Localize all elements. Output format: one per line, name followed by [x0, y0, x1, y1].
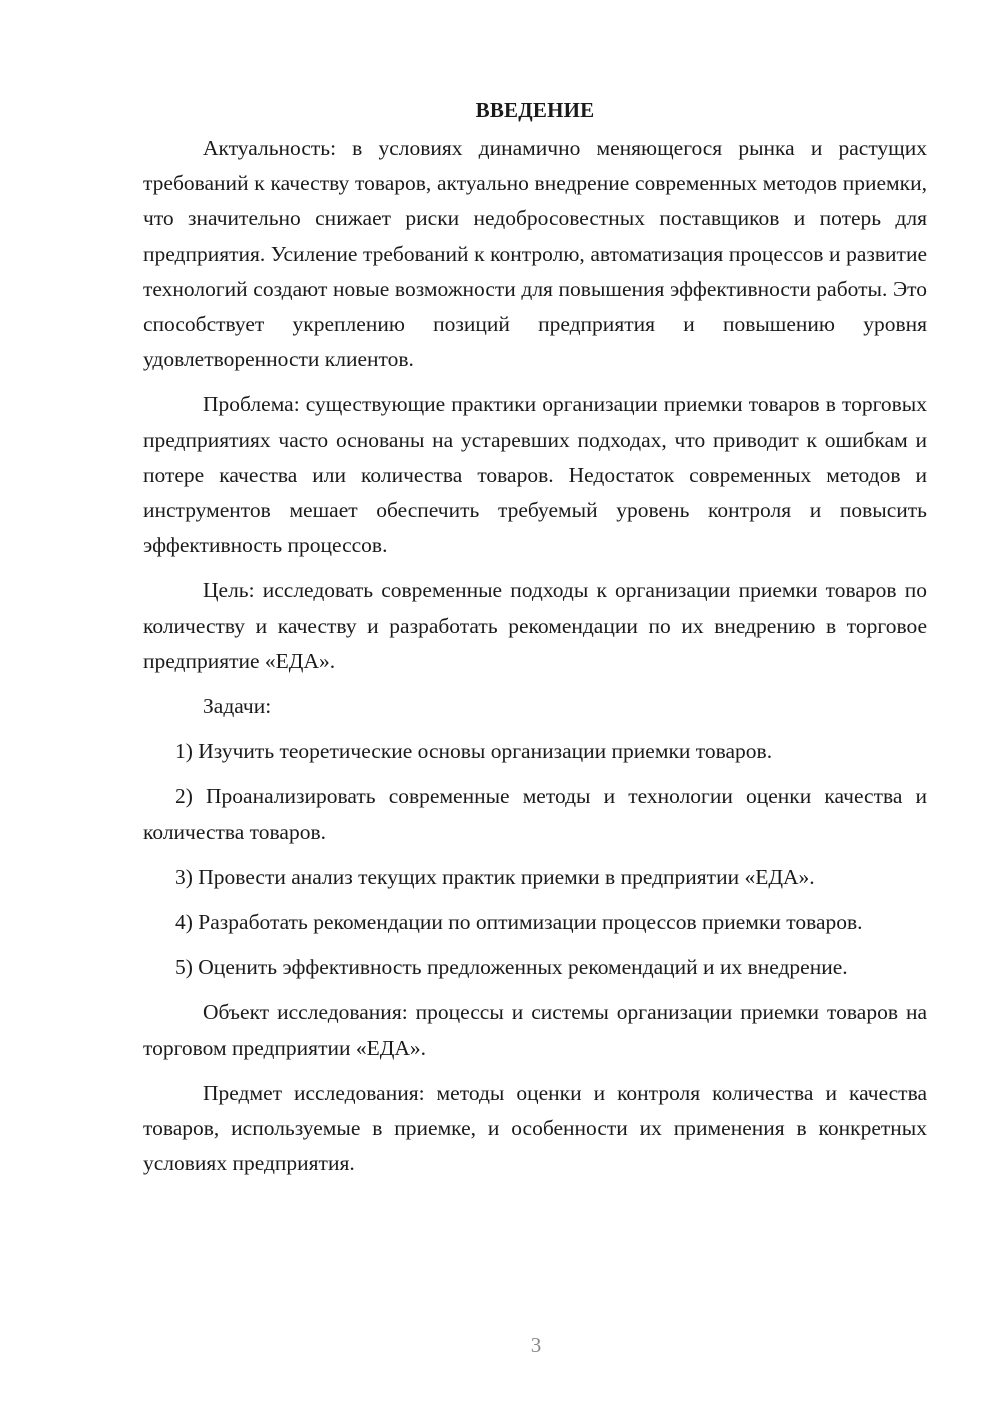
tasks-list: [143, 734, 927, 985]
relevance-paragraph: Актуальность: в условиях динамично меняющегося рынка и растущих требований к качеству товаров, актуально внедрение современных методов приемки, что значительно снижает риски недобросовестных поставщиков и потерь для предприятия. Усиление требований к контролю, автоматизация процессов и развитие технологий создают новые возможности для повышения эффективности работы. Это способствует укреплению позиций предприятия и повышению уровня удовлетворенности клиентов.: [143, 136, 927, 372]
subject-paragraph: Предмет исследования: методы оценки и контроля количества и качества товаров, используемые в приемке, и особенности их применения в конкретных условиях предприятия.: [143, 1080, 927, 1176]
page-number: 3: [530, 1333, 542, 1357]
object-paragraph: Объект исследования: процессы и системы организации приемки товаров на торговом предприятии «ЕДА».: [143, 1000, 927, 1060]
tasks-heading: Задачи:: [203, 694, 272, 719]
problem-paragraph: Проблема: существующие практики организации приемки товаров в торговых предприятиях часто основаны на устаревших подходах, что приводит к ошибкам и потере качества или количества товаров. Недостаток современных методов и инструментов мешает обеспечить требуемый уровень контроля и повысить эффективность процессов.: [143, 392, 927, 558]
task-item-3: 3) Провести анализ текущих практик приемки в предприятии «ЕДА».: [175, 864, 815, 889]
page-title: ВВЕДЕНИЕ: [475, 98, 595, 122]
task-item-5: 5) Оценить эффективность предложенных рекомендаций и их внедрение.: [175, 955, 848, 980]
task-item-2: 2) Проанализировать современные методы и технологии оценки качества и количества товаров.: [143, 784, 927, 844]
goal-paragraph: Цель: исследовать современные подходы к организации приемки товаров по количеству и качеству и разработать рекомендации по их внедрению в торговое предприятие «ЕДА».: [143, 578, 927, 673]
task-item-4: 4) Разработать рекомендации по оптимизации процессов приемки товаров.: [175, 910, 863, 935]
document-page: [143, 93, 927, 1191]
task-item-1: 1) Изучить теоретические основы организации приемки товаров.: [175, 739, 773, 764]
